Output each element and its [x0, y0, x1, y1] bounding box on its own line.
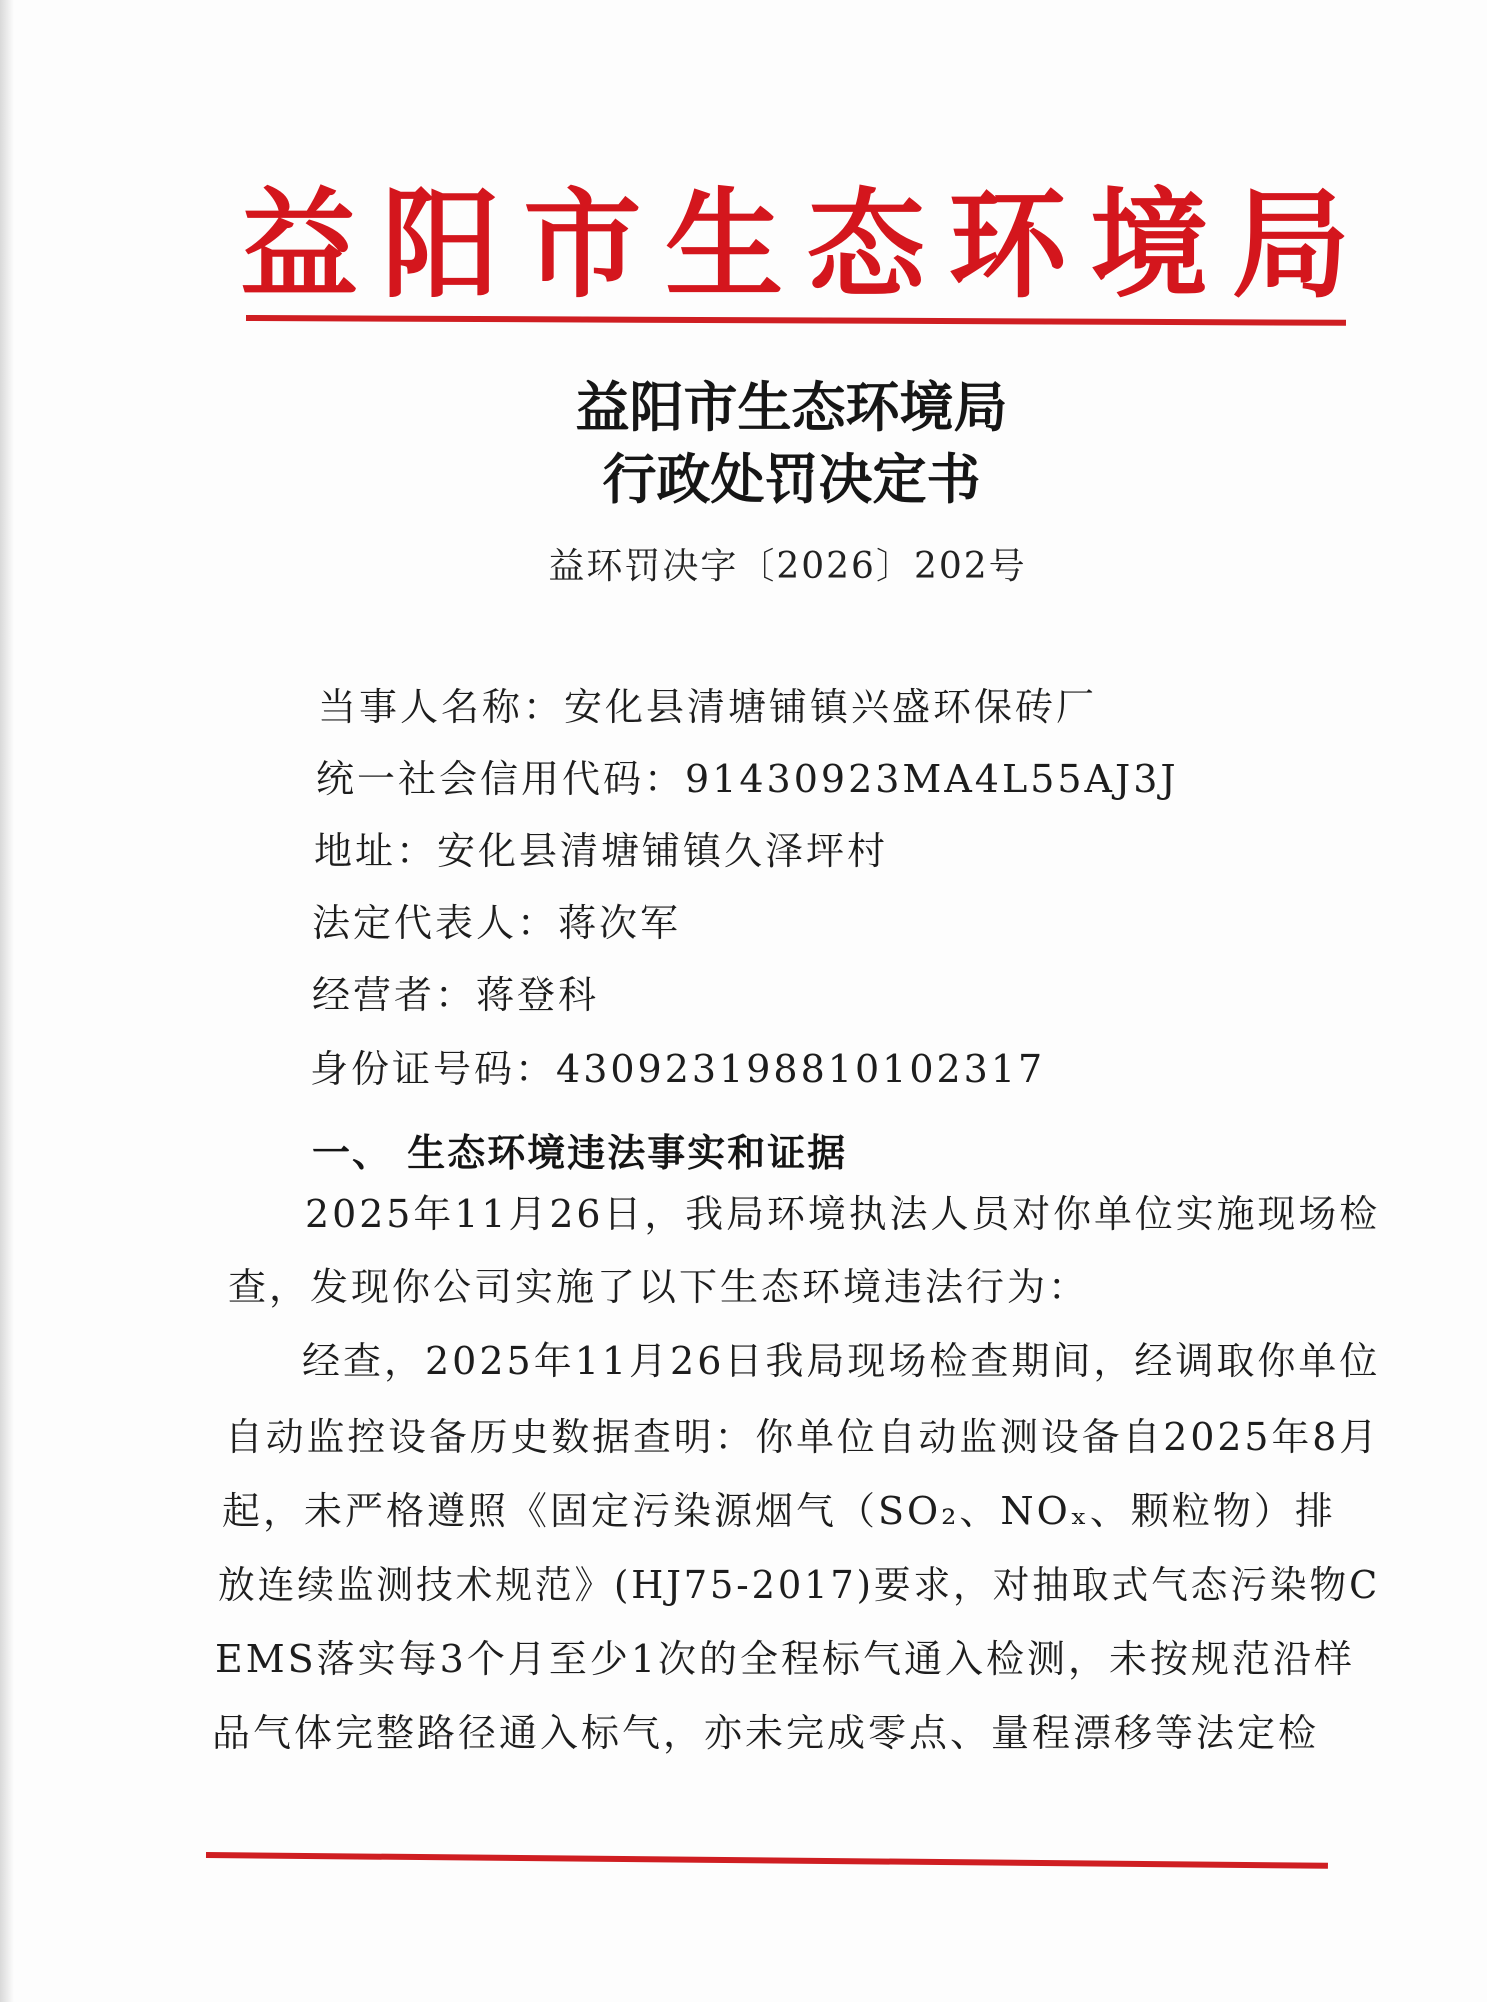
paragraph-line: EMS落实每3个月至少1次的全程标气通入检测，未按规范沿样 — [215, 1637, 1356, 1681]
section-heading-violation-facts: 一、 生态环境违法事实和证据 — [312, 1130, 848, 1175]
field-value: 91430923MA4L55AJ3J — [685, 757, 1179, 801]
paragraph-line: 经查，2025年11月26日我局现场检查期间，经调取你单位 — [302, 1339, 1381, 1383]
letterhead-char: 境 — [1090, 175, 1209, 314]
letterhead-char: 局 — [1231, 175, 1350, 314]
field-label: 法定代表人： — [312, 901, 559, 945]
letterhead-char: 环 — [948, 175, 1067, 314]
paragraph-line: 自动监控设备历史数据查明：你单位自动监测设备自2025年8月 — [225, 1415, 1381, 1459]
document-title-line2: 行政处罚决定书 — [602, 447, 981, 511]
letterhead — [240, 175, 1350, 315]
field-value: 安化县清塘铺镇兴盛环保砖厂 — [564, 685, 1098, 729]
field-label: 当事人名称： — [318, 685, 565, 729]
letterhead-char: 生 — [665, 175, 784, 314]
footer-red-rule — [206, 1852, 1328, 1869]
document-number: 益环罚决字〔2026〕202号 — [548, 546, 1027, 587]
field-address — [314, 829, 889, 873]
letterhead-char: 态 — [806, 175, 925, 314]
letterhead-char: 益 — [240, 175, 359, 314]
letterhead-red-rule — [246, 315, 1346, 326]
paragraph-line: 放连续监测技术规范》(HJ75-2017)要求，对抽取式气态污染物C — [218, 1563, 1381, 1607]
field-value: 蒋登科 — [476, 973, 600, 1017]
field-legal-representative — [312, 901, 682, 945]
document-title-line1: 益阳市生态环境局 — [575, 375, 1008, 439]
field-value: 430923198810102317 — [556, 1047, 1046, 1091]
field-label: 经营者： — [312, 973, 477, 1017]
letterhead-char: 阳 — [381, 175, 500, 314]
field-value: 蒋次军 — [558, 901, 682, 945]
paragraph-line: 2025年11月26日，我局环境执法人员对你单位实施现场检 — [305, 1192, 1381, 1236]
paragraph-line: 起，未严格遵照《固定污染源烟气（SO₂、NOₓ、颗粒物）排 — [222, 1489, 1336, 1533]
field-value: 安化县清塘铺镇久泽坪村 — [437, 829, 889, 873]
field-id-number — [310, 1047, 1046, 1091]
field-credit-code — [316, 757, 1179, 801]
paragraph-line: 查，发现你公司实施了以下生态环境违法行为： — [228, 1265, 1090, 1309]
letterhead-char: 市 — [523, 175, 642, 314]
field-operator — [312, 973, 600, 1017]
field-label: 统一社会信用代码： — [316, 757, 686, 801]
field-party-name — [318, 685, 1098, 729]
field-label: 身份证号码： — [310, 1047, 557, 1091]
field-label: 地址： — [314, 829, 438, 873]
paragraph-line: 品气体完整路径通入标气，亦未完成零点、量程漂移等法定检 — [212, 1711, 1320, 1755]
page-edge-shadow — [0, 0, 14, 2002]
